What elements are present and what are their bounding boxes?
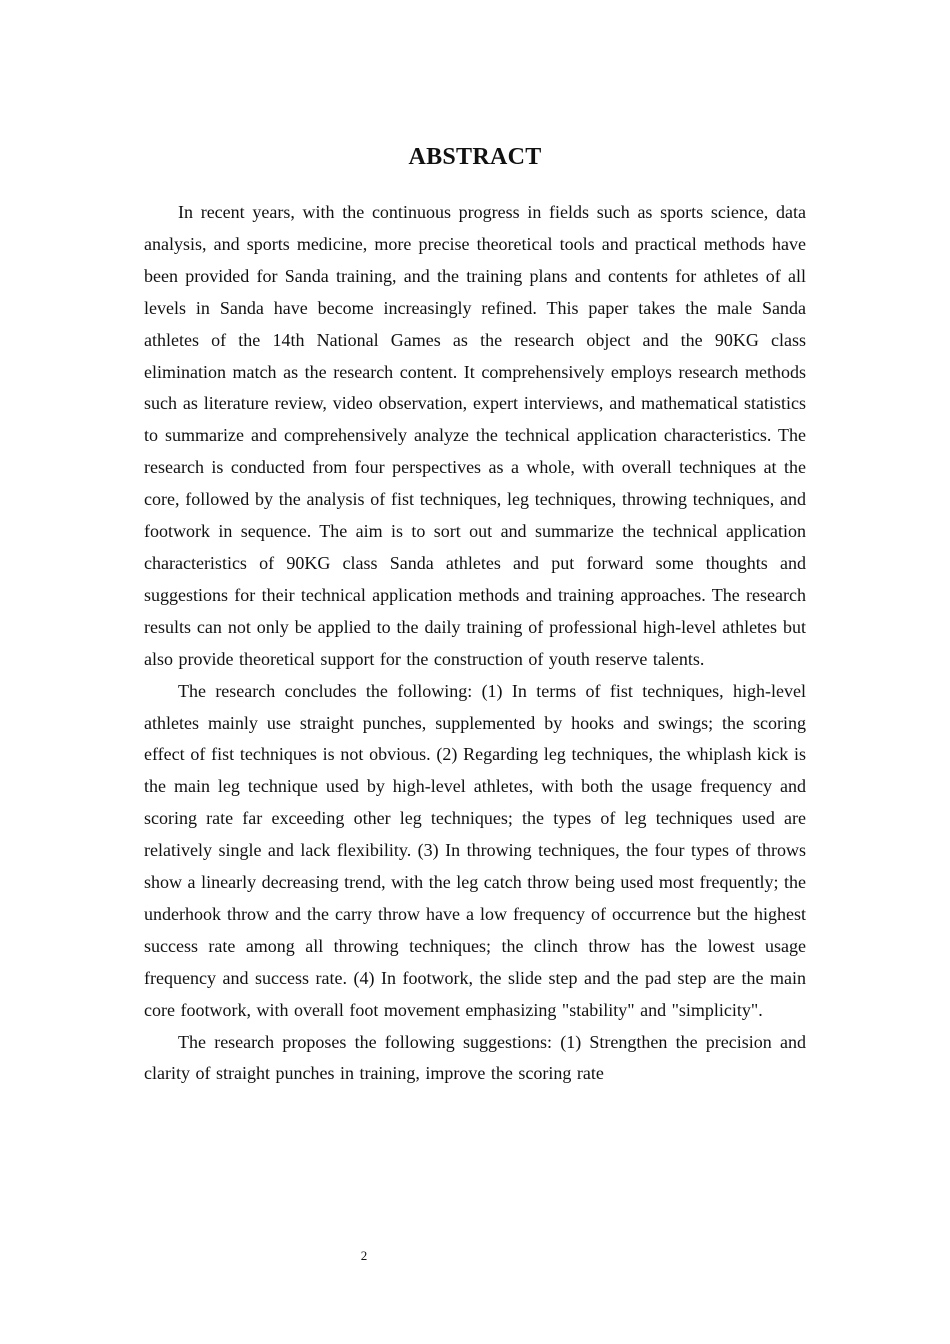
abstract-paragraph-1: In recent years, with the continuous progress in fields such as sports science, data analysis, and sports medicine, more precise theoretical tools and practical methods have been provided for Sanda training, and the training plans and contents for athletes of all levels in Sanda have become increasingly refined. This paper takes the male Sanda athletes of the 14th National Games as the research object and the 90KG class elimination match as the research content. It comprehensively employs research methods such as literature review, video observation, expert interviews, and mathematical statistics to summarize and comprehensively analyze the technical application characteristics. The research is conducted from four perspectives as a whole, with overall techniques at the core, followed by the analysis of fist techniques, leg techniques, throwing techniques, and footwork in sequence. The aim is to sort out and summarize the technical application characteristics of 90KG class Sanda athletes and put forward some thoughts and suggestions for their technical application methods and training approaches. The research results can not only be applied to the daily training of professional high-level athletes but also provide theoretical support for the construction of youth reserve talents.	[144, 202, 806, 669]
abstract-paragraph-2: The research concludes the following: (1) In terms of fist techniques, high-level athletes mainly use straight punches, supplemented by hooks and swings; the scoring effect of fist techniques is not obvious. (2) Regarding leg techniques, the whiplash kick is the main leg technique used by high-level athletes, with both the usage frequency and scoring rate far exceeding other leg techniques; the types of leg techniques used are relatively single and lack flexibility. (3) In throwing techniques, the four types of throws show a linearly decreasing trend, with the leg catch throw being used most frequently; the underhook throw and the carry throw have a low frequency of occurrence but the highest success rate among all throwing techniques; the clinch throw has the lowest usage frequency and success rate. (4) In footwork, the slide step and the pad step are the main core footwork, with overall foot movement emphasizing "stability" and "simplicity".	[144, 680, 806, 1020]
abstract-body	[144, 197, 806, 1090]
abstract-title: ABSTRACT	[408, 144, 542, 170]
page-number: 2	[360, 1248, 368, 1263]
abstract-paragraph-3: The research proposes the following suggestions: (1) Strengthen the precision and clarity of straight punches in training, improve the scoring rate	[144, 1031, 806, 1084]
